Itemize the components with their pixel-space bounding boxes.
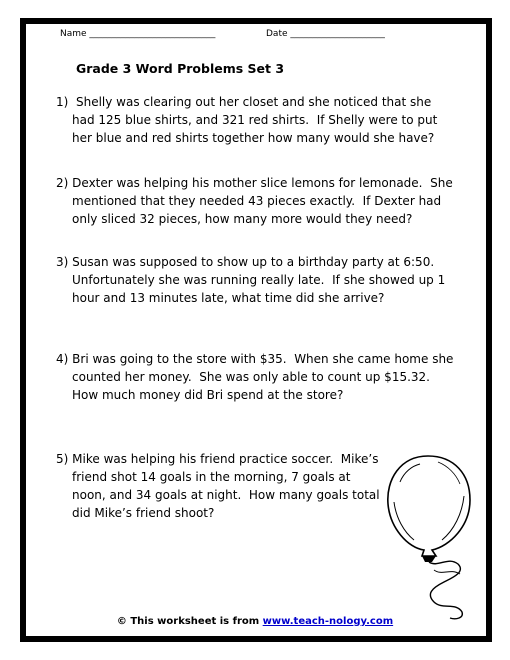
problem-line: had 125 blue shirts, and 321 red shirts. If Shelly were to put [72, 113, 438, 127]
problem-line: only sliced 32 pieces, how many more would they need? [72, 212, 413, 226]
problem-3 [56, 253, 445, 307]
problem-line: 1) Shelly was clearing out her closet and she noticed that she [56, 95, 432, 109]
problem-2 [56, 174, 453, 228]
problem-number: 1) [56, 95, 69, 109]
problem-line: counted her money. She was only able to count up $15.32. [72, 370, 430, 384]
problem-number: 5) [56, 452, 69, 466]
problem-line: 5) Mike was helping his friend practice soccer. Mike’s [56, 452, 379, 466]
problem-number: 4) [56, 352, 69, 366]
name-field-label: Name ____________________________ [60, 29, 216, 39]
problem-number: 2) [56, 176, 69, 190]
problem-line: noon, and 34 goals at night. How many goals total [72, 488, 380, 502]
problem-number: 3) [56, 255, 69, 269]
problem-line: 4) Bri was going to the store with $35. When she came home she [56, 352, 454, 366]
problem-line: friend shot 14 goals in the morning, 7 goals at [72, 470, 351, 484]
teach-nology-link[interactable]: www.teach-nology.com [262, 616, 394, 627]
problem-line: 3) Susan was supposed to show up to a birthday party at 6:50. [56, 255, 435, 269]
problem-4 [56, 350, 453, 404]
problem-5 [56, 450, 380, 522]
date-field-label: Date _____________________ [266, 29, 385, 39]
problem-line: her blue and red shirts together how many would she have? [72, 131, 435, 145]
problem-line: did Mike’s friend shoot? [72, 506, 215, 520]
balloon-icon [378, 452, 478, 624]
copyright-footer [0, 616, 510, 627]
problem-line: Unfortunately she was running really late. If she showed up 1 [72, 273, 446, 287]
problem-line: How much money did Bri spend at the store? [72, 388, 344, 402]
problem-line: 2) Dexter was helping his mother slice lemons for lemonade. She [56, 176, 453, 190]
problem-line: mentioned that they needed 43 pieces exactly. If Dexter had [72, 194, 442, 208]
worksheet-title: Grade 3 Word Problems Set 3 [76, 61, 285, 76]
footer-text: © This worksheet is from [116, 616, 263, 627]
problem-1 [56, 93, 437, 147]
problem-line: hour and 13 minutes late, what time did she arrive? [72, 291, 385, 305]
